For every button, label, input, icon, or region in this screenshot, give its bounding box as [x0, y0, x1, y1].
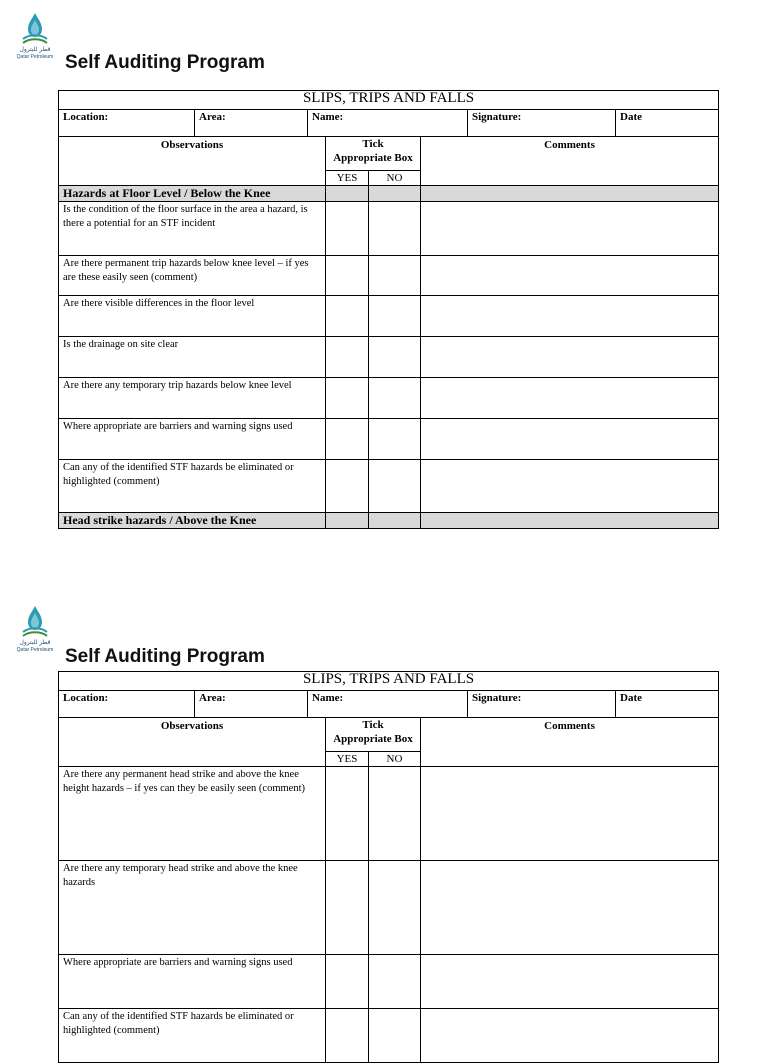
comments-cell[interactable]	[421, 378, 719, 419]
form-banner: SLIPS, TRIPS AND FALLS	[59, 672, 719, 691]
no-checkbox[interactable]	[369, 378, 421, 419]
question-text: Where appropriate are barriers and warning signs used	[59, 955, 326, 1009]
no-header: NO	[369, 171, 421, 186]
yes-checkbox[interactable]	[326, 861, 369, 955]
question-text: Are there any temporary head strike and above the knee hazards	[59, 861, 326, 955]
observations-header: Observations	[59, 137, 326, 186]
area-field[interactable]: Area:	[195, 691, 308, 718]
location-field[interactable]: Location:	[59, 691, 195, 718]
form-page-2	[0, 600, 768, 1036]
area-field[interactable]: Area:	[195, 110, 308, 137]
section-heading: Hazards at Floor Level / Below the Knee	[59, 186, 326, 202]
comments-cell[interactable]	[421, 202, 719, 256]
yes-checkbox[interactable]	[326, 337, 369, 378]
signature-field[interactable]: Signature:	[468, 691, 616, 718]
yes-checkbox[interactable]	[326, 767, 369, 861]
no-checkbox[interactable]	[369, 202, 421, 256]
company-logo	[9, 12, 61, 62]
section-heading: Head strike hazards / Above the Knee	[59, 513, 326, 529]
audit-form-table	[58, 671, 719, 1063]
logo-english-name: Qatar Petroleum	[16, 54, 54, 60]
name-field[interactable]: Name:	[308, 110, 468, 137]
tick-header-line2: Appropriate Box	[333, 733, 413, 745]
question-text: Can any of the identified STF hazards be eliminated or highlighted (comment)	[59, 1009, 326, 1063]
no-checkbox[interactable]	[369, 296, 421, 337]
logo-arabic-name: قطر للبترول	[19, 46, 51, 53]
yes-checkbox[interactable]	[326, 202, 369, 256]
yes-header: YES	[326, 752, 369, 767]
no-checkbox[interactable]	[369, 337, 421, 378]
no-header: NO	[369, 752, 421, 767]
comments-cell[interactable]	[421, 296, 719, 337]
logo-english-name: Qatar Petroleum	[16, 647, 54, 653]
question-text: Is the condition of the floor surface in the area a hazard, is there a potential for an STF incident	[59, 202, 326, 256]
no-checkbox[interactable]	[369, 861, 421, 955]
tick-header-line1: Tick	[362, 138, 384, 150]
tick-header	[326, 137, 421, 171]
yes-checkbox[interactable]	[326, 296, 369, 337]
date-field[interactable]: Date	[616, 691, 719, 718]
program-title: Self Auditing Program	[65, 52, 265, 73]
yes-checkbox[interactable]	[326, 256, 369, 296]
no-checkbox[interactable]	[369, 955, 421, 1009]
comments-cell[interactable]	[421, 861, 719, 955]
comments-cell[interactable]	[421, 1009, 719, 1063]
yes-checkbox[interactable]	[326, 419, 369, 460]
yes-header: YES	[326, 171, 369, 186]
question-text: Where appropriate are barriers and warning signs used	[59, 419, 326, 460]
tick-header-line2: Appropriate Box	[333, 152, 413, 164]
tick-header	[326, 718, 421, 752]
no-checkbox[interactable]	[369, 1009, 421, 1063]
no-checkbox[interactable]	[369, 419, 421, 460]
question-text: Are there any permanent head strike and above the knee height hazards – if yes can they be easily seen (comment)	[59, 767, 326, 861]
question-text: Are there visible differences in the floor level	[59, 296, 326, 337]
no-checkbox[interactable]	[369, 767, 421, 861]
yes-checkbox[interactable]	[326, 378, 369, 419]
question-text: Is the drainage on site clear	[59, 337, 326, 378]
comments-cell[interactable]	[421, 419, 719, 460]
comments-cell[interactable]	[421, 955, 719, 1009]
tick-header-line1: Tick	[362, 719, 384, 731]
comments-cell[interactable]	[421, 767, 719, 861]
observations-header: Observations	[59, 718, 326, 767]
comments-cell[interactable]	[421, 337, 719, 378]
yes-checkbox[interactable]	[326, 1009, 369, 1063]
form-banner: SLIPS, TRIPS AND FALLS	[59, 91, 719, 110]
comments-cell[interactable]	[421, 256, 719, 296]
question-text: Are there any temporary trip hazards below knee level	[59, 378, 326, 419]
company-logo	[9, 605, 61, 655]
audit-form-table	[58, 90, 719, 529]
program-title: Self Auditing Program	[65, 646, 265, 667]
logo-arabic-name: قطر للبترول	[19, 639, 51, 646]
comments-cell[interactable]	[421, 460, 719, 513]
signature-field[interactable]: Signature:	[468, 110, 616, 137]
name-field[interactable]: Name:	[308, 691, 468, 718]
flame-drop-icon	[9, 12, 61, 46]
no-checkbox[interactable]	[369, 460, 421, 513]
comments-header: Comments	[421, 137, 719, 186]
comments-header: Comments	[421, 718, 719, 767]
location-field[interactable]: Location:	[59, 110, 195, 137]
date-field[interactable]: Date	[616, 110, 719, 137]
question-text: Can any of the identified STF hazards be eliminated or highlighted (comment)	[59, 460, 326, 513]
no-checkbox[interactable]	[369, 256, 421, 296]
yes-checkbox[interactable]	[326, 460, 369, 513]
yes-checkbox[interactable]	[326, 955, 369, 1009]
question-text: Are there permanent trip hazards below knee level – if yes are these easily seen (comment)	[59, 256, 326, 296]
flame-drop-icon	[9, 605, 61, 639]
